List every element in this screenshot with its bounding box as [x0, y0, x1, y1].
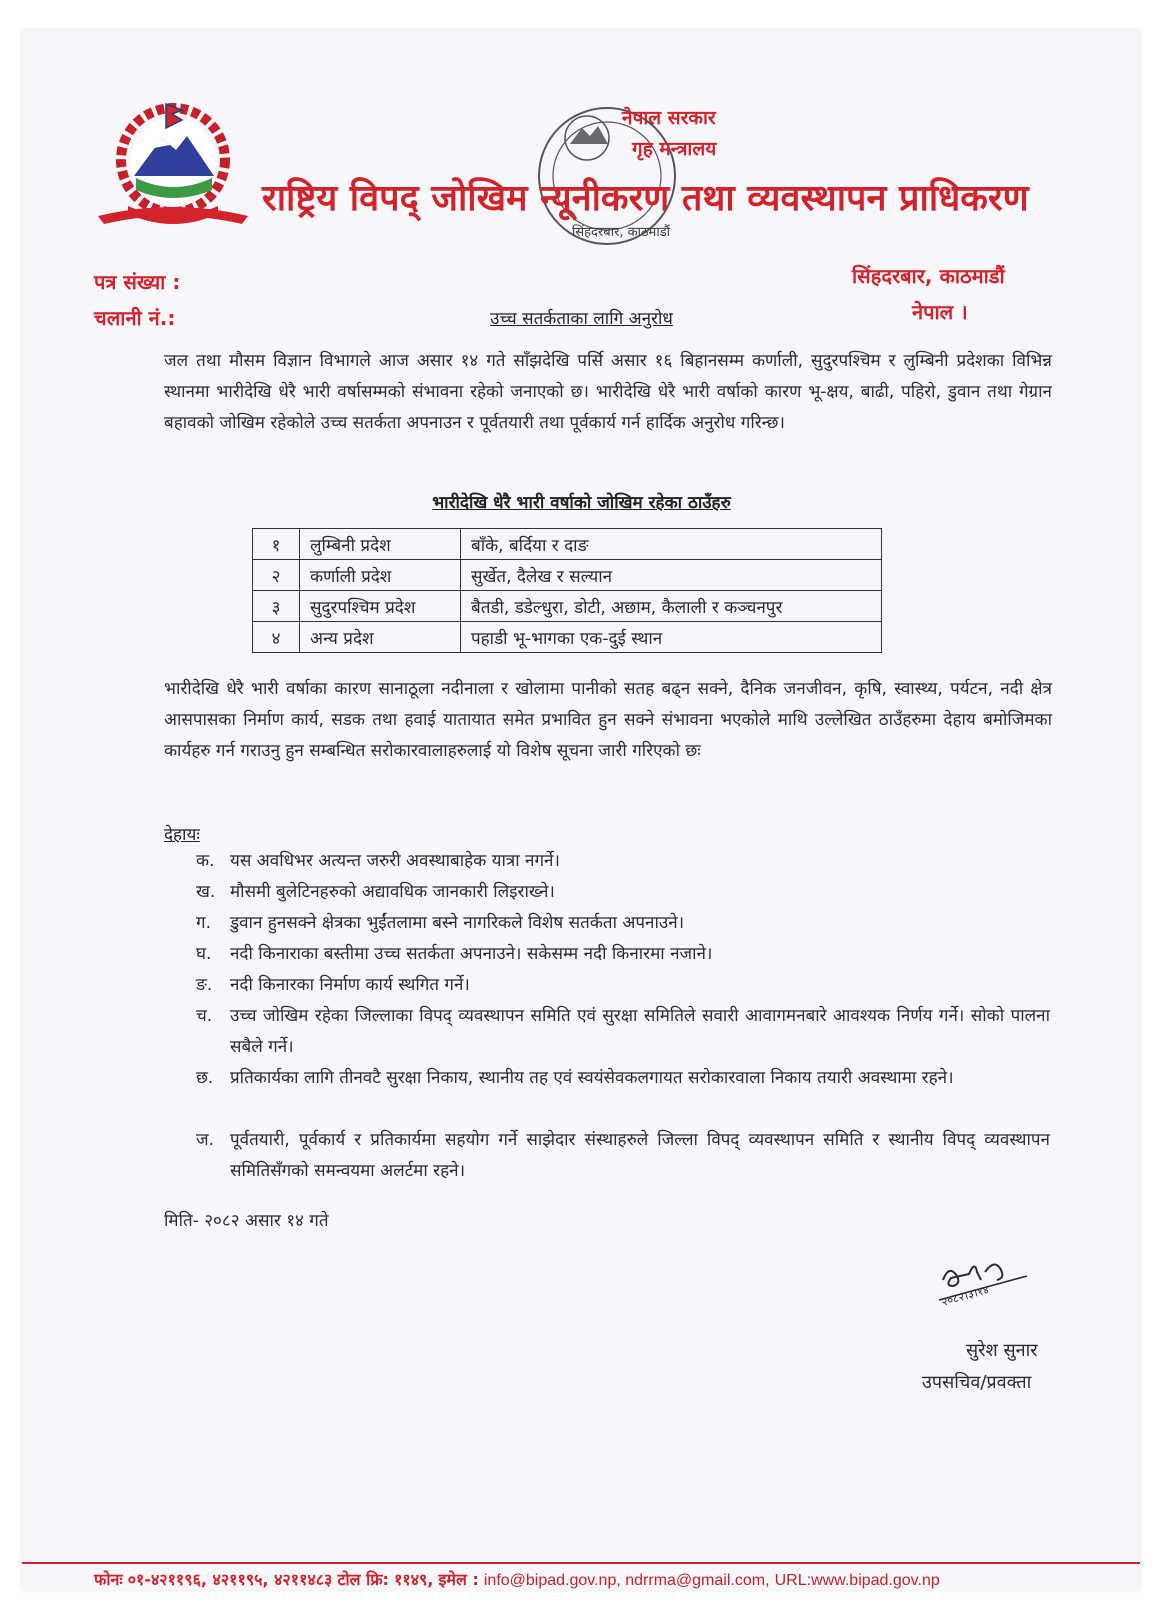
risk-table — [252, 528, 882, 653]
places-cell: बैतडी, डडेल्धुरा, डोटी, अछाम, कैलाली र कञ्चनपुर — [461, 591, 882, 622]
row-number: १ — [253, 529, 300, 560]
province-cell: लुम्बिनी प्रदेश — [300, 529, 461, 560]
list-item-text: नदी किनारका निर्माण कार्य स्थगित गर्ने। — [230, 975, 470, 995]
province-cell: कर्णाली प्रदेश — [300, 560, 461, 591]
row-number: २ — [253, 560, 300, 591]
list-item-text: उच्च जोखिम रहेका जिल्लाका विपद् व्यवस्थापन समिति एवं सुरक्षा समितिले सवारी आवागमनबारे आवश्यक निर्णय गर्ने। सोको पालना सबैले गर्ने। — [230, 1006, 1050, 1057]
places-cell: बाँके, बर्दिया र दाङ — [461, 529, 882, 560]
seal-government-text: नेपाल सरकार — [622, 107, 716, 129]
signatory-name: सुरेश सुनार — [966, 1340, 1038, 1361]
phone-label: फोनः — [94, 1570, 123, 1589]
nepal-emblem-icon — [92, 98, 254, 238]
row-number: ४ — [253, 622, 300, 653]
list-item-text: प्रतिकार्यका लागि तीनवटै सुरक्षा निकाय, स्थानीय तह एवं स्वयंसेवकलगायत सरोकारवाला निकाय तयारी अवस्थामा रहने। — [230, 1068, 954, 1088]
list-item-key: ग. — [196, 913, 211, 933]
second-paragraph: भारीदेखि धेरै भारी वर्षाका कारण सानाठूला नदीनाला र खोलामा पानीको सतह बढ्न सक्ने, दैनिक जनजीवन, कृषि, स्वास्थ्य, पर्यटन, नदी क्षेत्र आसपासका निर्माण कार्य, सडक तथा हवाई यातायात समेत प्रभावित हुन सक्ने संभावना भएकोले माथि उल्लेखित ठाउँहरुमा देहाय बमोजिमका कार्यहरु गर्न गराउनु हुन सम्बन्धित सरोकारवालाहरुलाई यो विशेष सूचना जारी गरिएको छः — [164, 679, 1052, 761]
footer-divider — [22, 1562, 1140, 1564]
tollfree-value: ११४९, — [394, 1570, 434, 1589]
signatory-designation: उपसचिव/प्रवक्ता — [922, 1372, 1032, 1393]
list-item — [196, 877, 1052, 908]
list-item-key: छ. — [196, 1068, 214, 1088]
list-item-key: च. — [196, 1006, 213, 1026]
list-heading: देहायः — [164, 825, 200, 845]
dispatch-number-label: चलानी नं.: — [94, 306, 176, 330]
list-item-text: नदी किनाराका बस्तीमा उच्च सतर्कता अपनाउने। सकेसम्म नदी किनारमा नजाने। — [230, 944, 713, 964]
list-item-key: ज. — [196, 1130, 215, 1150]
list-item — [196, 846, 1052, 877]
table-row — [253, 560, 882, 591]
list-item — [196, 908, 1052, 939]
email-label: इमेल : — [438, 1570, 479, 1589]
subject-heading: उच्च सतर्कताका लागि अनुरोध — [490, 309, 673, 329]
list-item-text: यस अवधिभर अत्यन्त जरुरी अवस्थाबाहेक यात्रा नगर्ने। — [230, 851, 560, 871]
seal-ministry-text: गृह मन्त्रालय — [632, 138, 717, 160]
risk-table-title: भारीदेखि धेरै भारी वर्षाको जोखिम रहेका ठाउँहरु — [432, 493, 731, 513]
signature-icon — [935, 1250, 1035, 1310]
list-item — [196, 1063, 1052, 1094]
intro-paragraph: जल तथा मौसम विज्ञान विभागले आज असार १४ गते साँझदेखि पर्सि असार १६ बिहानसम्म कर्णाली, सुदुरपश्चिम र लुम्बिनी प्रदेशका विभिन्न स्थानमा भारीदेखि धेरै भारी वर्षासम्मको संभावना रहेको जनाएको छ। भारीदेखि धेरै भारी वर्षाको कारण भू-क्षय, बाढी, पहिरो, डुवान तथा गेग्रान बहावको जोखिम रहेकोले उच्च सतर्कता अपनाउन र पूर्वतयारी तथा पूर्वकार्य गर्न हार्दिक अनुरोध गरिन्छ। — [164, 351, 1052, 433]
signature-date-text: २०८२।३।१४ — [940, 1283, 991, 1309]
list-item-key: ख. — [196, 882, 216, 902]
footer-contact — [94, 1568, 940, 1590]
places-cell: सुर्खेत, दैलेख र सल्यान — [461, 560, 882, 591]
list-item — [196, 1001, 1052, 1063]
list-item-key: घ. — [196, 944, 212, 964]
list-item-key: ङ. — [196, 975, 213, 995]
province-cell: सुदुरपश्चिम प्रदेश — [300, 591, 461, 622]
table-row — [253, 622, 882, 653]
address-line1: सिंहदरबार, काठमाडौं — [852, 264, 1005, 288]
table-row — [253, 529, 882, 560]
org-title: राष्ट्रिय विपद् जोखिम न्यूनीकरण तथा व्यवस्थापन प्राधिकरण — [262, 178, 1029, 219]
seal-location-text: सिंहदरबार, काठमाडौं — [572, 225, 671, 240]
tollfree-label: टोल फ्रि: — [337, 1570, 389, 1589]
table-row — [253, 591, 882, 622]
address-line2: नेपाल । — [912, 300, 968, 324]
list-item-text: मौसमी बुलेटिनहरुको अद्यावधिक जानकारी लिइराख्ने। — [230, 882, 555, 902]
row-number: ३ — [253, 591, 300, 622]
letter-date: मिति- २०८२ असार १४ गते — [164, 1211, 329, 1231]
list-item-text: डुवान हुनसक्ने क्षेत्रका भुईंतलामा बस्ने नागरिकले विशेष सतर्कता अपनाउने। — [230, 913, 685, 933]
list-item — [196, 1125, 1052, 1187]
list-item-key: क. — [196, 851, 215, 871]
email-links[interactable]: info@bipad.gov.np, ndrrma@gmail.com, — [483, 1572, 770, 1589]
phone-values: ०१-४२११९६, ४२११९५, ४२११४८३ — [127, 1570, 333, 1589]
letter-number-label: पत्र संख्या : — [94, 270, 181, 294]
list-item — [196, 970, 1052, 1001]
website-link[interactable]: URL:www.bipad.gov.np — [774, 1572, 940, 1589]
places-cell: पहाडी भू-भागका एक-दुई स्थान — [461, 622, 882, 653]
list-item-text: पूर्वतयारी, पूर्वकार्य र प्रतिकार्यमा सहयोग गर्ने साझेदार संस्थाहरुले जिल्ला विपद् व्यवस्थापन समिति र स्थानीय विपद् व्यवस्थापन समितिसँगको समन्वयमा अलर्टमा रहने। — [230, 1130, 1050, 1181]
list-item — [196, 939, 1052, 970]
province-cell: अन्य प्रदेश — [300, 622, 461, 653]
